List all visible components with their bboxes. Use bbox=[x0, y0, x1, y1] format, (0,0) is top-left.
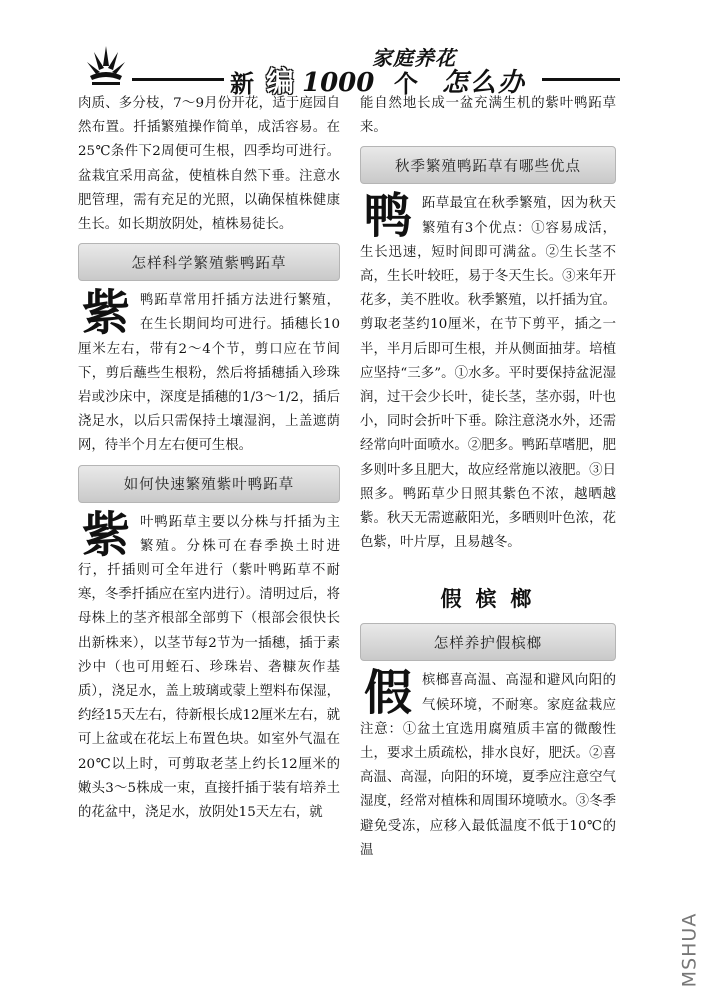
left-paragraph-1 bbox=[78, 285, 340, 458]
header-xin: 新 bbox=[230, 69, 254, 98]
watermark bbox=[674, 900, 704, 1000]
watermark-text: MSHUA bbox=[678, 912, 700, 988]
heading-box-1 bbox=[78, 243, 340, 281]
heading-1-text: 怎样科学繁殖紫鸭跖草 bbox=[131, 255, 287, 272]
drop-cap-2: 紫 bbox=[81, 506, 130, 563]
header-bian: 编 bbox=[266, 65, 295, 98]
section-title: 假槟榔 bbox=[440, 587, 546, 612]
right-column bbox=[360, 92, 616, 863]
heading-4-text: 怎样养护假槟榔 bbox=[433, 635, 543, 652]
left-paragraph-1-text: 鸭跖草常用扦插方法进行繁殖，在生长期间均可进行。插穗长10厘米左右，带有2～4个节，剪口应在节间下，剪后蘸些生根粉，然后将插穗插入珍珠岩或沙床中，深度是插穗的1/3～1/2，插后浇足水，以后只需保持土壤湿润，上盖遮荫网，待半个月左右便可生根。 bbox=[78, 293, 340, 454]
heading-box-2 bbox=[78, 465, 340, 503]
right-intro-paragraph: 能自然地长成一盆充满生机的紫叶鸭跖草来。 bbox=[360, 96, 616, 136]
right-paragraph-2 bbox=[360, 665, 616, 863]
heading-box-4 bbox=[360, 623, 616, 661]
heading-2-text: 如何快速繁殖紫叶鸭跖草 bbox=[123, 477, 295, 494]
heading-box-3 bbox=[360, 146, 616, 184]
right-paragraph-1 bbox=[360, 188, 616, 555]
drop-cap-4: 假 bbox=[363, 665, 412, 722]
drop-cap-1: 紫 bbox=[81, 285, 130, 342]
right-paragraph-1-text: 跖草最宜在秋季繁殖，因为秋天繁殖有3个优点：①容易成活，生长迅速，短时间即可满盆。②生长茎不高，生长叶较旺，易于冬天生长。③来年开花多，美不胜收。秋季繁殖，以扦插为宜。剪取老茎约10厘米，在节下剪平，插之一半，半月后即可生根，并从侧面抽芽。培植应坚持“三多”。①水多。平时要保持盆泥湿润，过干会少长叶，徒长茎，茎亦弱，叶也小，同时会折叶下垂。除注意浇水外，还需经常向叶面喷水。②肥多。鸭跖草嗜肥，肥多则叶多且肥大，故应经常施以液肥。③日照多。鸭跖草少日照其紫色不浓，越晒越紫。秋天无需遮蔽阳光，多晒则叶色浓，花色紫，叶片厚，且易越冬。 bbox=[360, 196, 616, 551]
header-rule-right bbox=[542, 78, 620, 81]
right-paragraph-2-text: 槟榔喜高温、高湿和避风向阳的气候环境，不耐寒。家庭盆栽应注意：①盆土宜选用腐殖质丰富的微酸性土，要求土质疏松，排水良好，肥沃。②喜高温、高湿，向阳的环境，夏季应注意空气湿度，经常对植株和周围环境喷水。③冬季避免受冻，应移入最低温度不低于10℃的温 bbox=[360, 673, 616, 858]
left-paragraph-2-text: 叶鸭跖草主要以分株与扦插为主繁殖。分株可在春季换土时进行，扦插则可全年进行（紫叶鸭跖草不耐寒，冬季扦插应在室内进行）。清明过后，将母株上的茎齐根部全部剪下（根部会很快长出新株来），以茎节每2节为一插穗，插于素沙中（也可用蛭石、珍珠岩、砻糠灰作基质），浇足水，盖上玻璃或蒙上塑料布保湿，约经15天左右，待新根长成12厘米左右，就可上盆或在花坛上布置色块。如室外气温在20℃以上时，可剪取老茎上约长12厘米的嫩头3～5株成一束，直接扦插于装有培养土的花盆中，浇足水，放阴处15天左右，就 bbox=[78, 514, 340, 821]
header-line1: 家庭养花 bbox=[372, 46, 456, 70]
lotus-flower-icon bbox=[86, 44, 126, 88]
left-paragraph-2 bbox=[78, 506, 340, 826]
left-column bbox=[78, 92, 340, 825]
heading-3-text: 秋季繁殖鸭跖草有哪些优点 bbox=[395, 158, 581, 175]
drop-cap-3: 鸭 bbox=[363, 188, 412, 245]
header-ge: 个 bbox=[394, 69, 418, 98]
left-intro-paragraph: 肉质、多分枝，7～9月份开花，适于庭园自然布置。扦插繁殖操作简单，成活容易。在25℃条件下2周便可生根，四季均可进行。盆栽宜采用高盆，使植株自然下垂。注意水肥管理，需有充足的光照，以确保植株健康生长。如长期放阴处，植株易徒长。 bbox=[78, 96, 340, 233]
header-number: 1000 bbox=[302, 68, 375, 98]
header-zenmeban: 怎么办 bbox=[442, 68, 527, 98]
header-rule-left bbox=[132, 78, 224, 81]
